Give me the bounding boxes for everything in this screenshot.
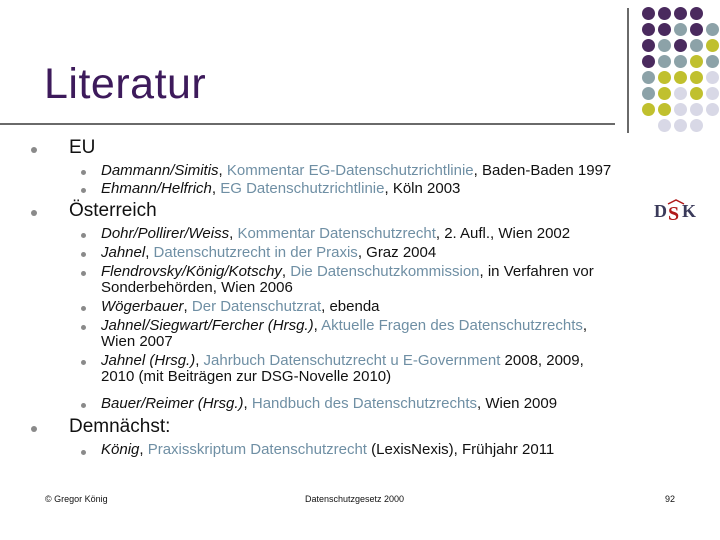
- bullet-icon: [31, 210, 37, 216]
- title-divider: [0, 123, 615, 125]
- bullet-icon: [31, 147, 37, 153]
- bullet-icon: [31, 426, 37, 432]
- bullet-icon: [81, 188, 86, 193]
- bullet-icon: [81, 170, 86, 175]
- bullet-icon: [81, 450, 86, 455]
- svg-text:K: K: [682, 201, 697, 221]
- reference-item: Dammann/Simitis, Kommentar EG-Datenschutzrichtlinie, Baden-Baden 1997: [101, 162, 612, 179]
- reference-item: Wögerbauer, Der Datenschutzrat, ebenda: [101, 298, 380, 315]
- vertical-divider: [627, 8, 629, 133]
- decorative-dot-grid: [638, 7, 718, 147]
- bullet-icon: [81, 233, 86, 238]
- section-heading-demnaechst: Demnächst:: [69, 416, 171, 437]
- bullet-icon: [81, 403, 86, 408]
- bullet-icon: [81, 360, 86, 365]
- footer-author: © Gregor König: [45, 494, 108, 504]
- svg-text:S: S: [668, 203, 680, 224]
- dsk-logo-icon: [650, 196, 708, 224]
- bullet-icon: [81, 271, 86, 276]
- reference-item: Jahnel, Datenschutzrecht in der Praxis, Graz 2004: [101, 244, 437, 261]
- slide-title: Literatur: [44, 60, 207, 108]
- bullet-icon: [81, 252, 86, 257]
- reference-item: Bauer/Reimer (Hrsg.), Handbuch des Datenschutzrechts, Wien 2009: [101, 395, 558, 412]
- reference-item: Dohr/Pollirer/Weiss, Kommentar Datenschutzrecht, 2. Aufl., Wien 2002: [101, 225, 571, 242]
- section-heading-oesterreich: Österreich: [69, 200, 157, 221]
- reference-item: König, Praxisskriptum Datenschutzrecht (LexisNexis), Frühjahr 2011: [101, 441, 555, 458]
- reference-item: Ehmann/Helfrich, EG Datenschutzrichtlinie, Köln 2003: [101, 180, 461, 197]
- bullet-icon: [81, 306, 86, 311]
- svg-text:D: D: [654, 201, 667, 221]
- reference-item: Jahnel/Siegwart/Fercher (Hrsg.), Aktuelle Fragen des Datenschutzrechts, Wien 2007: [101, 317, 588, 350]
- reference-item: Flendrovsky/König/Kotschy, Die Datenschutzkommission, in Verfahren vor Sonderbehörden, Wien 2006: [101, 263, 594, 296]
- reference-item: Jahnel (Hrsg.), Jahrbuch Datenschutzrecht u E-Government 2008, 2009, 2010 (mit Beiträgen zur DSG-Novelle 2010): [101, 352, 584, 385]
- page-number: 92: [665, 494, 676, 504]
- bullet-icon: [81, 325, 86, 330]
- section-heading-eu: EU: [69, 137, 96, 158]
- footer-title: Datenschutzgesetz 2000: [305, 494, 405, 504]
